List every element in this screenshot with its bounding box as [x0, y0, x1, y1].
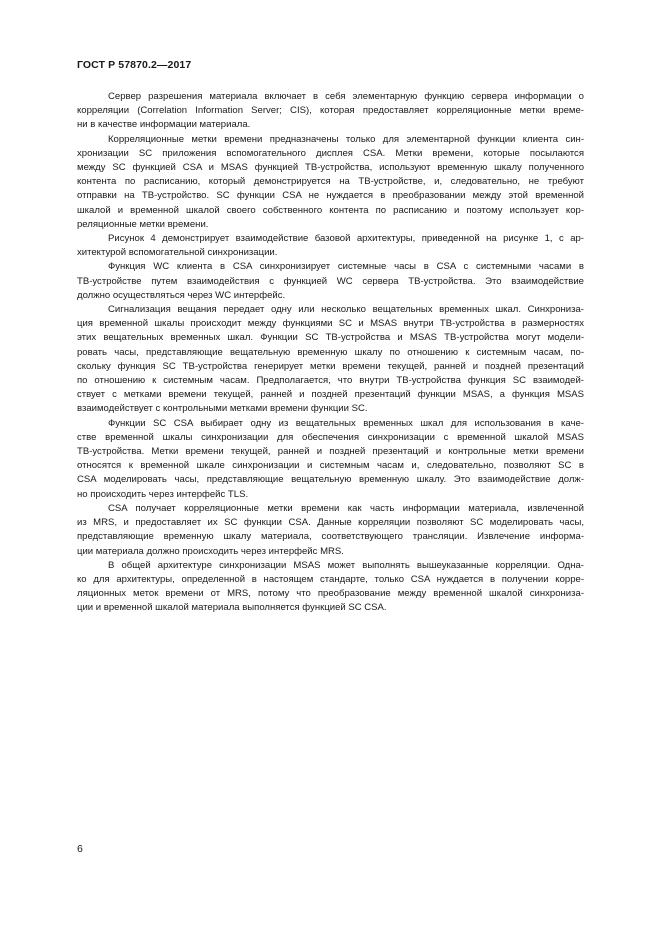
text-line: но происходить через интерфейс TLS.	[77, 488, 249, 500]
text-line: В общей архитектуре синхронизации MSAS может выполнять вышеуказанные корреляции. Одна-	[108, 559, 584, 571]
paragraph	[77, 90, 584, 133]
text-line: хитектурой вспомогательной синхронизации.	[77, 247, 278, 259]
text-line: ТВ-устройства. Метки времени текущей, ранней и поздней презентаций и контрольные метки времени	[77, 446, 584, 458]
text-line: контента по расписанию, который демонстрируется на ТВ-устройстве, и, следовательно, не требуют	[77, 176, 584, 188]
text-line: из MRS, и предоставляет их SC функции CSA. Данные корреляции позволяют SC моделировать часы,	[77, 517, 584, 529]
text-line: хронизации SC приложения вспомогательного дисплея CSA. Метки времени, которые посылаются	[77, 147, 584, 159]
paragraph	[77, 559, 584, 616]
text-line: CSA получает корреляционные метки времени как часть информации материала, извлеченной	[108, 502, 584, 514]
text-line: ция временной шкалы происходит между функциями SC и MSAS внутри ТВ-устройства в размерностях	[77, 318, 584, 330]
document-header	[77, 59, 191, 71]
paragraph	[77, 417, 584, 502]
text-line: корреляции (Correlation Information Server; CIS), которая предоставляет корреляционные метки време-	[77, 105, 584, 117]
text-line: этих вещательных временных шкал. Функции SC ТВ-устройства и MSAS ТВ-устройства могут модели-	[77, 332, 584, 344]
text-line: стве временной шкалы синхронизации для обеспечения синхронизации с временной шкалой MSAS	[77, 431, 584, 443]
text-line: относятся к временной шкале синхронизации и системным часам и, следовательно, позволяют SC в	[77, 460, 584, 472]
text-line: шкалой и временной шкалой своего собственного контента по расписанию и поэтому использует кор-	[77, 204, 584, 216]
text-line: ко для архитектуры, определенной в настоящем стандарте, только CSA нуждается в получении корре-	[77, 573, 584, 585]
text-line: Сервер разрешения материала включает в себя элементарную функцию сервера информации о	[108, 91, 584, 102]
text-line: ции и временной шкалой материала выполняется функцией SC CSA.	[77, 602, 387, 614]
text-line: ции материала должно происходить через интерфейс MRS.	[77, 545, 344, 557]
text-line: Функция WC клиента в CSA синхронизирует системные часы в CSA с системными часами в	[108, 261, 584, 273]
text-line: должно осуществляться через WC интерфейс.	[77, 289, 286, 301]
body-text	[77, 90, 584, 616]
text-line: взаимодействует с контрольными метками времени функции SC.	[77, 403, 368, 415]
text-line: отправки на ТВ-устройство. SC функции CSA не нуждается в преобразовании между этой временной	[77, 190, 584, 202]
text-line: Функции SC CSA выбирает одну из вещательных временных шкал для использования в каче-	[108, 417, 584, 429]
text-line: скольку функция SC ТВ-устройства генерирует метки времени текущей, ранней и поздней презентаций	[77, 360, 584, 372]
text-line: CSA моделировать часы, представляющие вещательную временную шкалу. Это взаимодействие долж-	[77, 474, 584, 486]
text-line: ствует с метками времени текущей, ранней и поздней презентаций функции MSAS, а функция MSAS	[77, 389, 584, 401]
page-number: 6	[77, 843, 83, 855]
text-line: между SC функцией CSA и MSAS функцией ТВ-устройства, используют временную шкалу полученного	[77, 162, 584, 174]
paragraph	[77, 303, 584, 417]
text-line: Рисунок 4 демонстрирует взаимодействие базовой архитектуры, приведенной на рисунке 1, с ар-	[108, 233, 584, 245]
text-line: представляющие временную шкалу материала, соответствующего трансляции. Извлечение информа-	[77, 531, 584, 543]
paragraph	[77, 133, 584, 232]
text-line: ровать часы, представляющие вещательную временную шкалу по отношению к системным часам, по-	[77, 346, 584, 358]
text-line: реляционные метки времени.	[77, 218, 209, 230]
paragraph	[77, 260, 584, 303]
text-line: ляционных меток времени от MRS, потому что преобразование между временной шкалой синхрониза-	[77, 588, 584, 600]
text-line: по отношению к системным часам. Предполагается, что внутри ТВ-устройства функция SC взаимодей-	[77, 375, 584, 387]
text-line: ТВ-устройстве путем взаимодействия с функцией WC сервера ТВ-устройства. Это взаимодействие	[77, 275, 584, 287]
paragraph	[77, 502, 584, 559]
standard-title: ГОСТ Р 57870.2—2017	[77, 59, 192, 71]
text-line: Сигнализация вещания передает одну или несколько вещательных временных шкал. Синхрониза-	[108, 304, 584, 316]
text-line: Корреляционные метки времени предназначены только для элементарной функции клиента син-	[108, 133, 584, 145]
text-line: ни в качестве информации материала.	[77, 119, 251, 131]
paragraph	[77, 232, 584, 260]
